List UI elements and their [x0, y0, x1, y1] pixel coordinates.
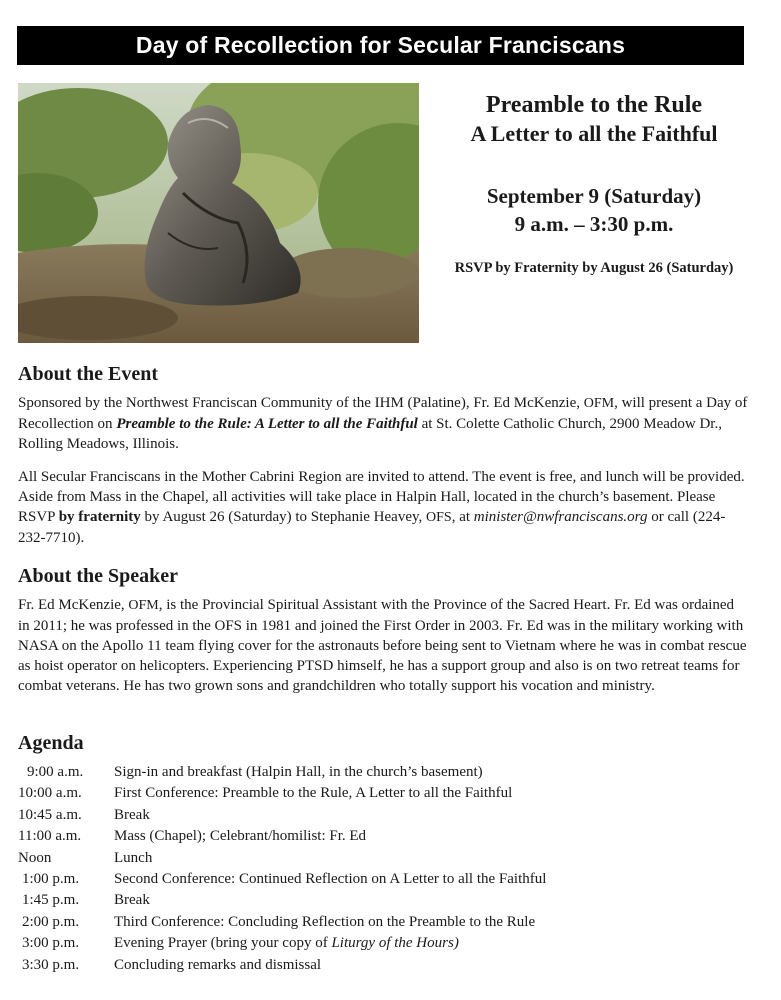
about-speaker-heading: About the Speaker [18, 565, 179, 587]
agenda-row: 3:30 p.m. Concluding remarks and dismissal [22, 956, 322, 973]
about-event-section [18, 361, 748, 548]
contact-email[interactable]: minister@nwfranciscans.org [473, 509, 648, 525]
about-speaker-section [18, 563, 748, 696]
about-event-paragraph-1: Sponsored by the Northwest Franciscan Community of the IHM (Palatine), Fr. Ed McKenzie, OFM, will present a Day of Recollection on Preamble to the Rule: A Letter to all the Faithful at St. Colette Catholic Church, 2900 Meadow Dr., Rolling Meadows, Illinois. [18, 395, 748, 452]
event-title-block [424, 90, 764, 277]
agenda-heading: Agenda [18, 732, 84, 754]
event-subtitle: A Letter to all the Faithful [470, 121, 718, 146]
event-date: September 9 (Saturday) [486, 184, 702, 208]
about-event-paragraph-2: All Secular Franciscans in the Mother Cabrini Region are invited to attend. The event is free, and lunch will be provided. Aside from Mass in the Chapel, all activities will take place in Halpin Hall, located in the church’s basement. Please RSVP by fraternity by August 26 (Saturday) to Stephanie Heavey, OFS, at minister@nwfranciscans.org or call (224-232-7710). [18, 469, 745, 546]
agenda-row: 2:00 p.m. Third Conference: Concluding Reflection on the Preamble to the Rule [22, 913, 536, 930]
about-event-heading: About the Event [18, 363, 159, 385]
agenda-row: 9:00 a.m. Sign-in and breakfast (Halpin Hall, in the church’s basement) [27, 764, 483, 780]
event-title: Preamble to the Rule [485, 92, 703, 118]
agenda-list [18, 762, 748, 976]
agenda-row: 3:00 p.m. Evening Prayer (bring your copy of Liturgy of the Hours) [22, 935, 459, 952]
agenda-row: 1:00 p.m. Second Conference: Continued Reflection on A Letter to all the Faithful [22, 871, 547, 888]
rsvp-deadline: RSVP by Fraternity by August 26 (Saturday) [454, 260, 734, 276]
agenda-row: 10:45 a.m. Break [18, 806, 150, 823]
agenda-row: 1:45 p.m. Break [22, 892, 150, 909]
event-time: 9 a.m. – 3:30 p.m. [514, 212, 674, 236]
statue-photo [18, 83, 419, 343]
agenda-row: Noon Lunch [18, 849, 153, 866]
agenda-row: 11:00 a.m. Mass (Chapel); Celebrant/homilist: Fr. Ed [18, 828, 367, 845]
page-banner: Day of Recollection for Secular Franciscans [17, 26, 744, 65]
agenda-row: 10:00 a.m. First Conference: Preamble to the Rule, A Letter to all the Faithful [18, 785, 513, 802]
agenda-section [18, 730, 748, 976]
about-speaker-paragraph: Fr. Ed McKenzie, OFM, is the Provincial Spiritual Assistant with the Province of the Sacred Heart. Fr. Ed was ordained in 2011; he was professed in the OFS in 1981 and joined the First Order in 2003. Fr. Ed was in the military working with NASA on the Apollo 11 team flying cover for the astronauts before being sent to Vietnam where he was in combat rescue as hoist operator on helicopters. Experiencing PTSD himself, he has a support group and also is on two retreat teams for combat veterans. He has two grown sons and grandchildren who totally support his vocation and ministry. [18, 597, 747, 694]
